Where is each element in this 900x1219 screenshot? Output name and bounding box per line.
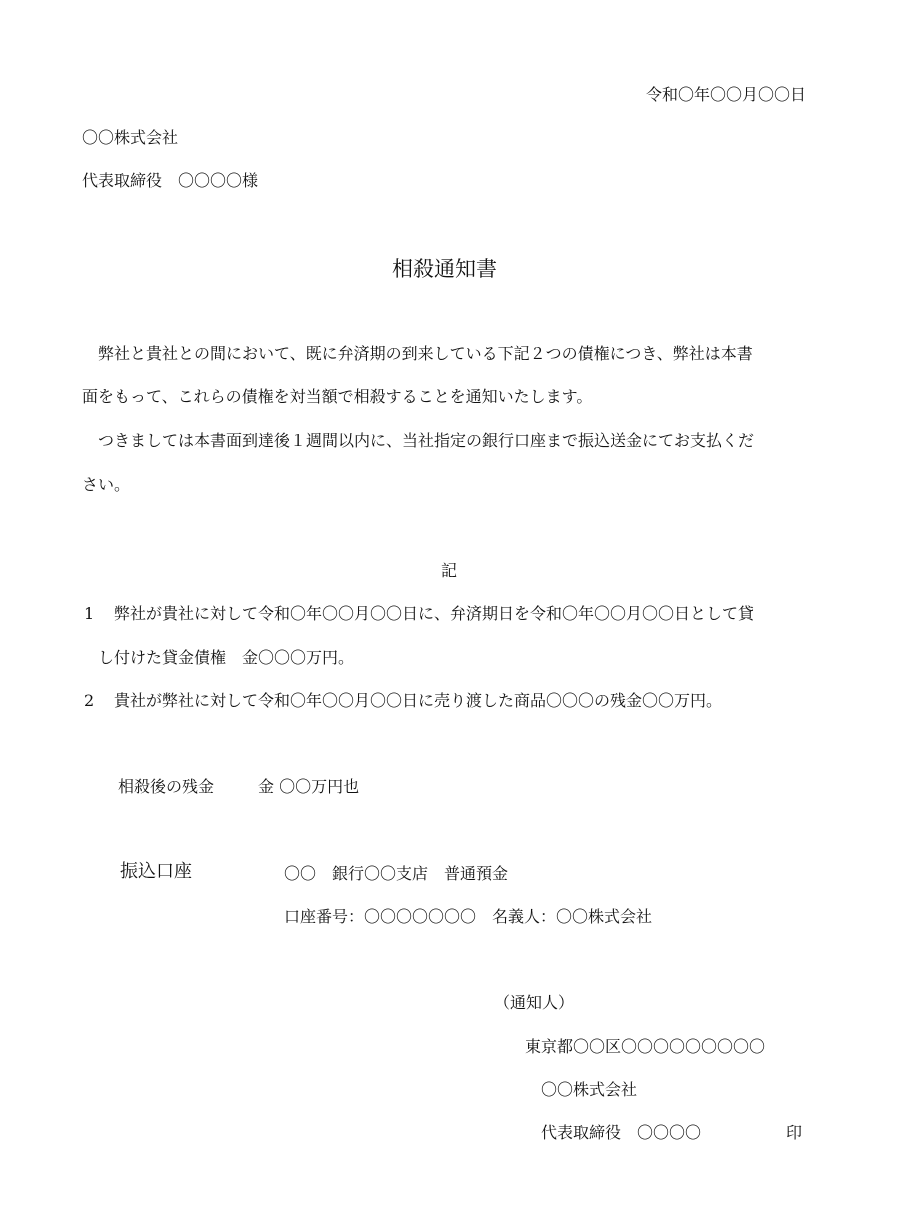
date: 令和〇年〇〇月〇〇日 [646,85,807,104]
bank-account: 口座番号：〇〇〇〇〇〇〇 名義人：〇〇株式会社 [284,907,653,926]
balance-value: 金 〇〇万円也 [258,777,360,796]
bank-details: 〇〇 銀行〇〇支店 普通預金 [284,864,509,883]
document-title: 相殺通知書 [392,257,497,281]
recipient-representative: 代表取締役 〇〇〇〇様 [82,171,259,190]
seal-mark: 印 [786,1123,803,1142]
notifier-representative: 代表取締役 〇〇〇〇 [541,1123,702,1142]
bank-label: 振込口座 [120,861,192,882]
notifier-label: （通知人） [494,993,575,1012]
body-paragraph-2-line-2: さい。 [82,475,131,494]
body-paragraph-1-line-2: 面をもって、これらの債権を対当額で相殺することを通知いたします。 [82,387,593,406]
body-paragraph-1-line-1: 弊社と貴社との間において、既に弁済期の到来している下記２つの債権につき、弊社は本書 [98,344,753,363]
notifier-company: 〇〇株式会社 [541,1080,638,1099]
balance-label: 相殺後の残金 [118,777,215,796]
item-1-line-2: し付けた貸金債権 金〇〇〇万円。 [98,648,355,667]
ki-heading: 記 [441,561,458,580]
body-paragraph-2-line-1: つきましては本書面到達後１週間以内に、当社指定の銀行口座まで振込送金にてお支払くだ [98,431,755,450]
item-1-line-1: 弊社が貴社に対して令和〇年〇〇月〇〇日に、弁済期日を令和〇年〇〇月〇〇日として貸 [114,604,755,623]
item-1-number: 1 [84,604,95,623]
notifier-address: 東京都〇〇区〇〇〇〇〇〇〇〇〇 [525,1037,766,1056]
recipient-company: 〇〇株式会社 [82,128,179,147]
item-2-line-1: 貴社が弊社に対して令和〇年〇〇月〇〇日に売り渡した商品〇〇〇の残金〇〇万円。 [114,691,723,710]
item-2-number: 2 [84,691,95,710]
